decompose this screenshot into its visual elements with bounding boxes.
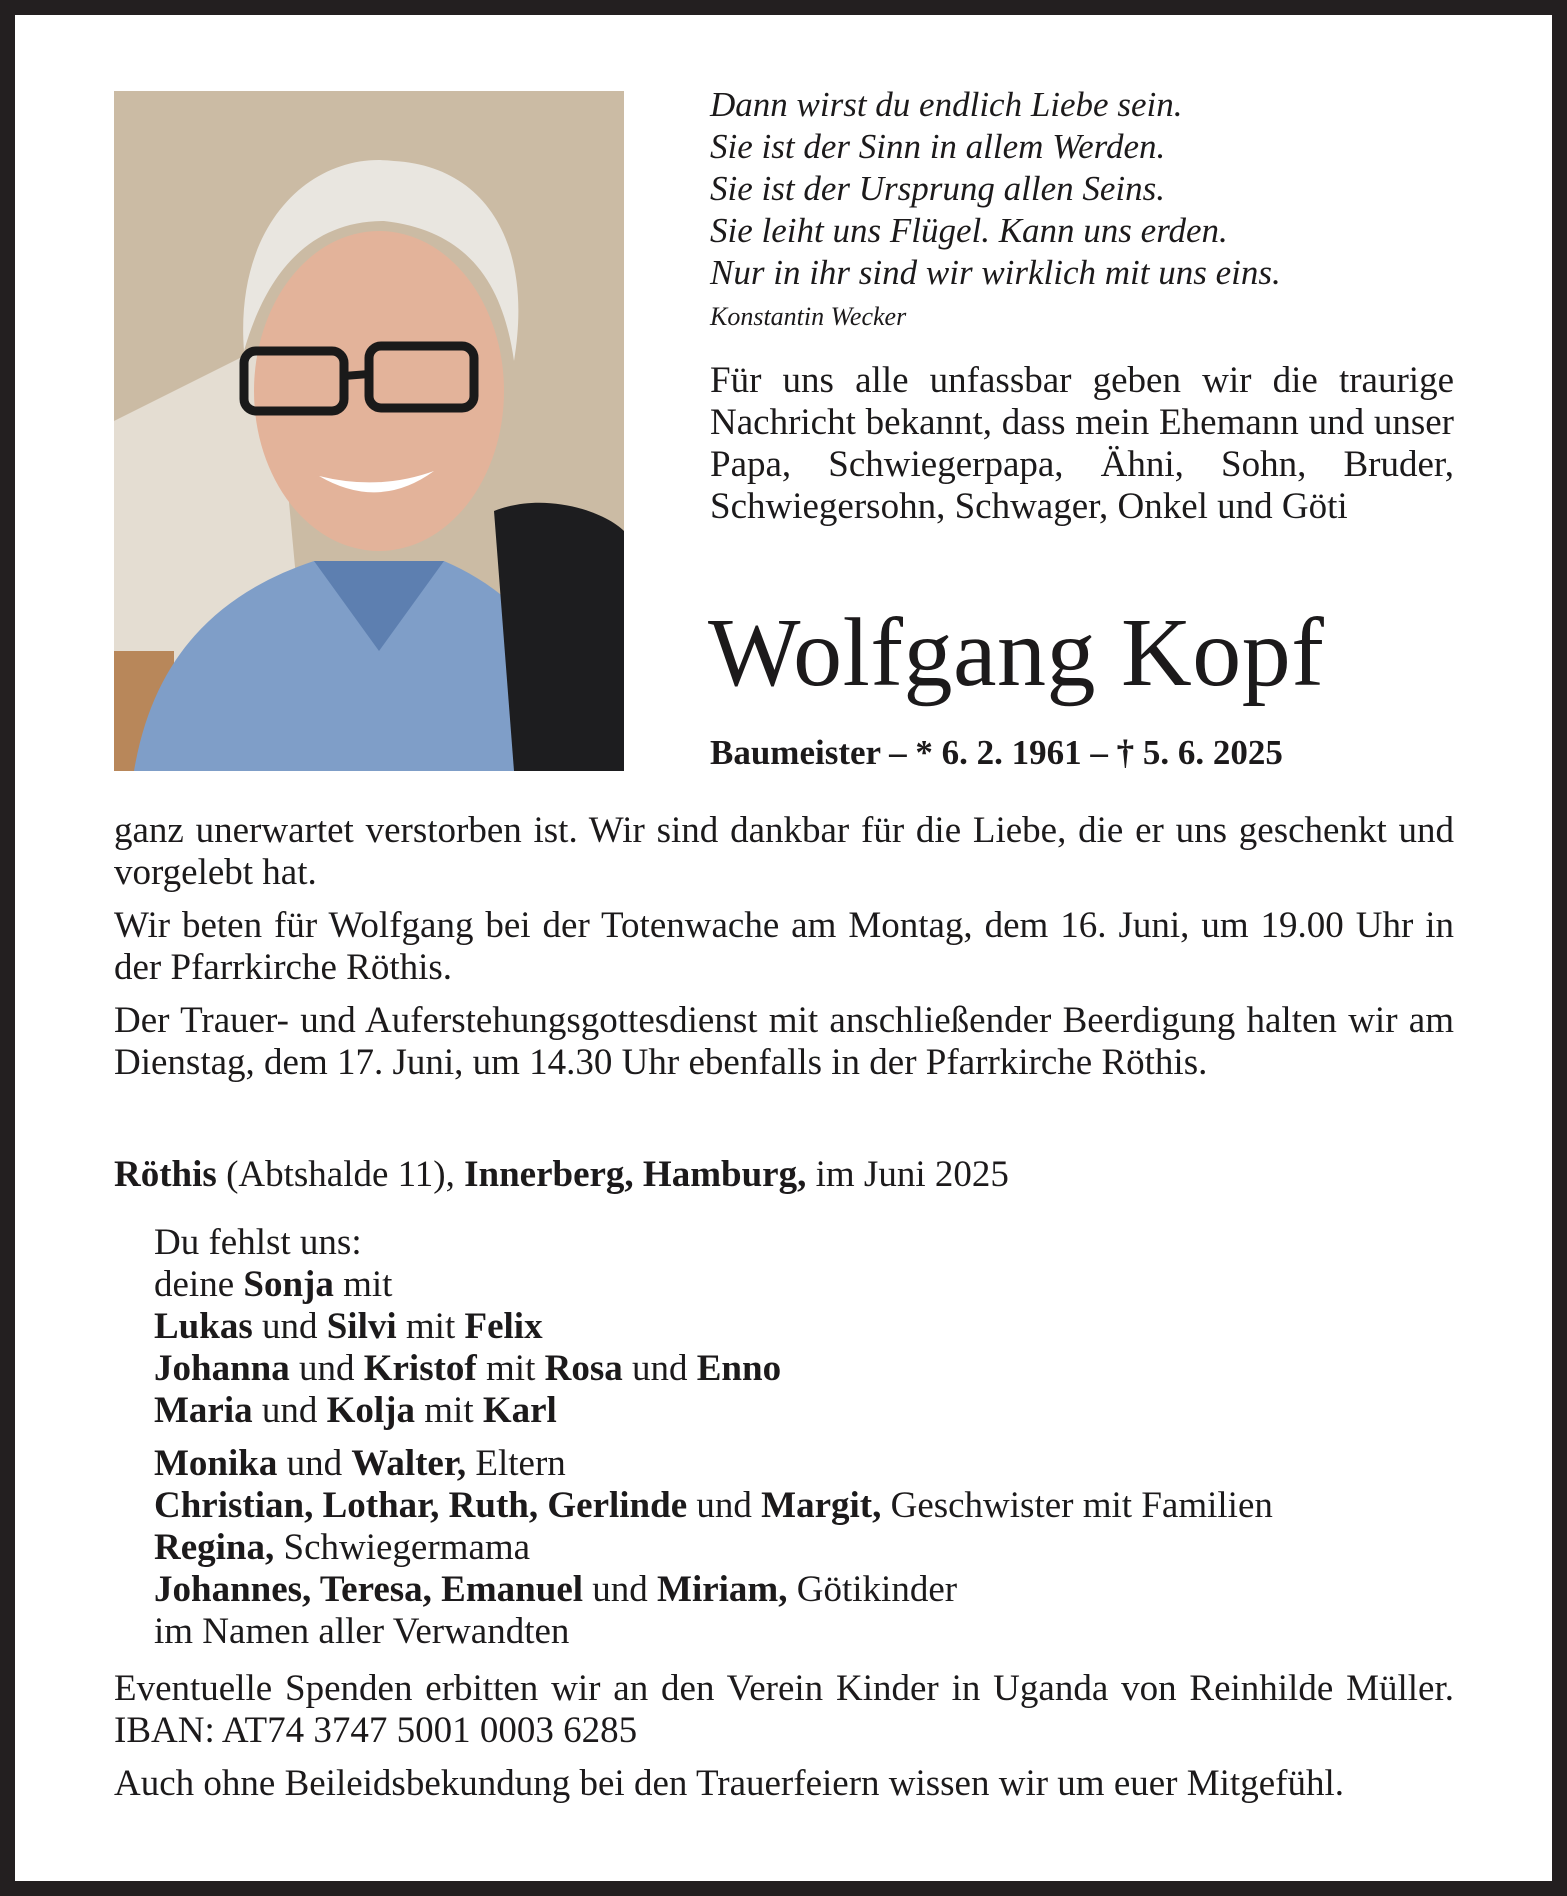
address: (Abtshalde 11), [216,1154,465,1195]
family-heading: Du fehlst uns: [154,1222,362,1263]
family-line: Johannes, Teresa, Emanuel und Miriam, Götikinder [154,1569,958,1610]
other-places: Innerberg, Hamburg, [464,1154,807,1195]
intro-text: Für uns alle unfassbar geben wir die traurige Nachricht bekannt, dass mein Ehemann und unser Papa, Schwiegerpapa, Ähni, Sohn, Bruder, Schwiegersohn, Schwager, Onkel und Göti [710,360,1454,527]
portrait-photo [114,91,624,771]
poem-author: Konstantin Wecker [710,302,907,331]
footer-text [114,1668,1454,1816]
relatives-list [154,1443,1273,1653]
poem-line: Sie ist der Ursprung allen Seins. [710,169,1165,208]
deceased-name: Wolfgang Kopf [708,599,1325,707]
body-paragraph: Der Trauer- und Auferstehungsgottesdienst mit anschließender Beerdigung halten wir am Dienstag, dem 17. Juni, um 14.30 Uhr ebenfalls in der Pfarrkirche Röthis. [114,1000,1454,1083]
family-line: deine Sonja mit [154,1264,393,1305]
donation-note: Eventuelle Spenden erbitten wir an den Verein Kinder in Uganda von Reinhilde Müller. IBAN: AT74 3747 5001 0003 6285 [114,1668,1454,1751]
family-line: im Namen aller Verwandten [154,1611,570,1652]
family-list [154,1222,781,1432]
family-line: Johanna und Kristof mit Rosa und Enno [154,1348,782,1389]
place-date-line [114,1153,1009,1196]
poem-line: Sie ist der Sinn in allem Werden. [710,127,1166,166]
condolence-note: Auch ohne Beileidsbekundung bei den Trauerfeiern wissen wir um euer Mitgefühl. [114,1763,1344,1804]
family-line: Regina, Schwiegermama [154,1527,531,1568]
profession-and-dates: Baumeister – * 6. 2. 1961 – † 5. 6. 2025 [710,733,1283,772]
family-line: Maria und Kolja mit Karl [154,1390,557,1431]
poem [710,84,1470,294]
body-text [114,810,1454,1095]
body-paragraph: ganz unerwartet verstorben ist. Wir sind dankbar für die Liebe, die er uns geschenkt und vorgelebt hat. [114,810,1454,893]
family-line: Christian, Lothar, Ruth, Gerlinde und Margit, Geschwister mit Familien [154,1485,1273,1526]
town: Röthis [114,1154,217,1195]
family-line: Lukas und Silvi mit Felix [154,1306,543,1347]
poem-line: Nur in ihr sind wir wirklich mit uns eins. [710,253,1281,292]
family-line: Monika und Walter, Eltern [154,1443,566,1484]
poem-line: Dann wirst du endlich Liebe sein. [710,85,1183,124]
poem-line: Sie leiht uns Flügel. Kann uns erden. [710,211,1228,250]
date: im Juni 2025 [806,1154,1009,1195]
body-paragraph: Wir beten für Wolfgang bei der Totenwache am Montag, dem 16. Juni, um 19.00 Uhr in der Pfarrkirche Röthis. [114,905,1454,988]
